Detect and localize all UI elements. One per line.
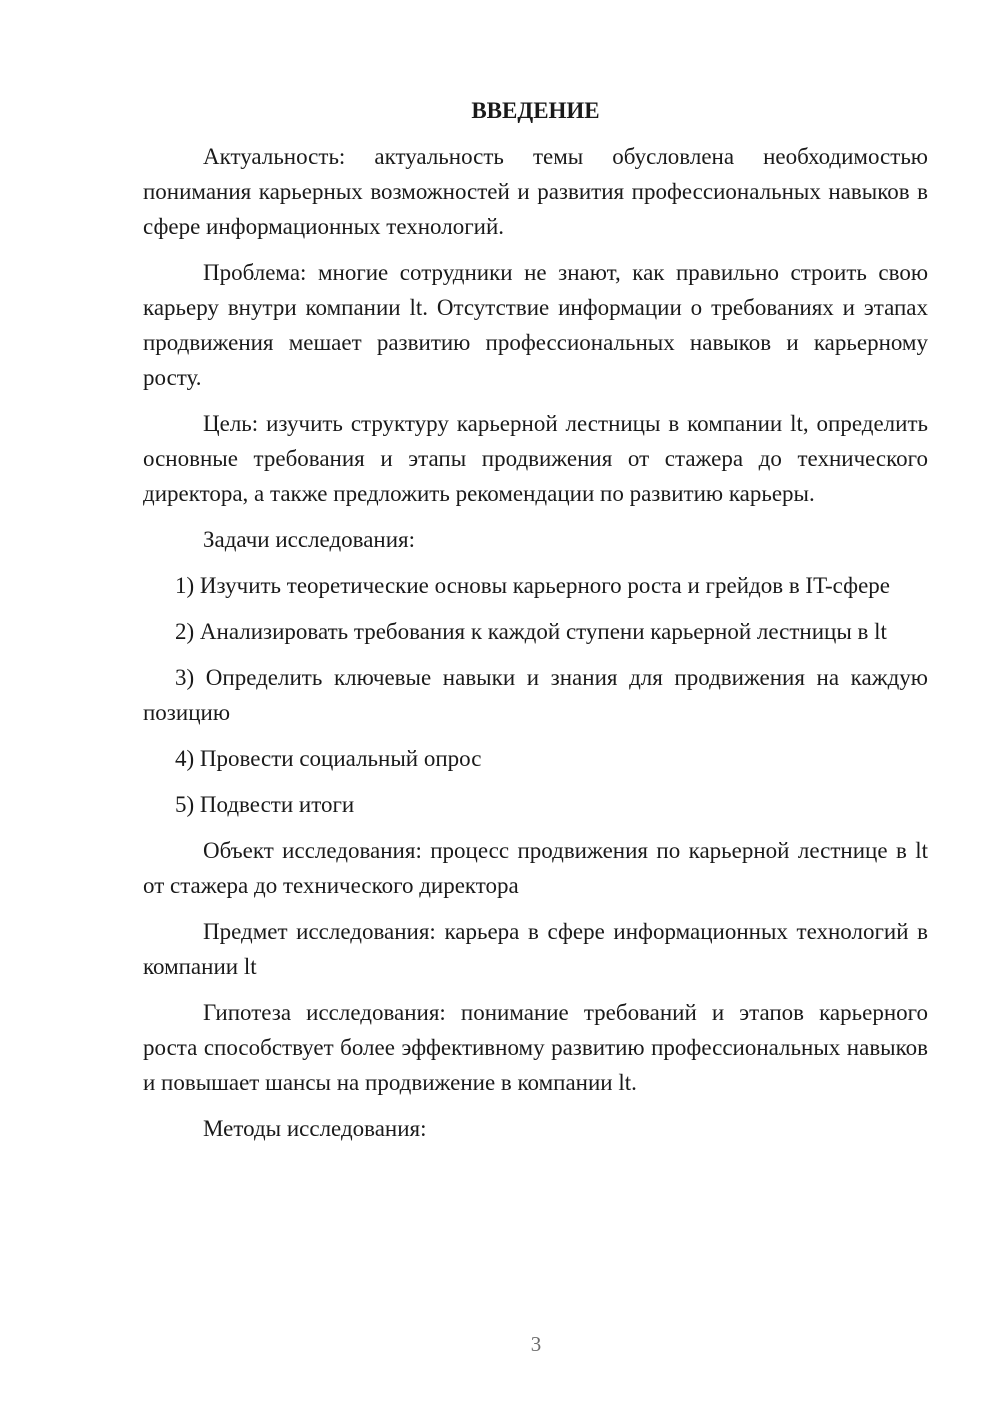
task-item: 1) Изучить теоретические основы карьерного роста и грейдов в IT-сфере — [175, 573, 890, 598]
page-body — [143, 93, 928, 1157]
task-item: 5) Подвести итоги — [175, 792, 355, 817]
paragraph-goal: Цель: изучить структуру карьерной лестницы в компании lt, определить основные требования и этапы продвижения от стажера до технического директора, а также предложить рекомендации по развитию карьеры. — [143, 411, 928, 506]
task-item: 3) Определить ключевые навыки и знания для продвижения на каждую позицию — [143, 665, 928, 725]
paragraph-subject: Предмет исследования: карьера в сфере информационных технологий в компании lt — [143, 919, 928, 979]
paragraph-problem: Проблема: многие сотрудники не знают, как правильно строить свою карьеру внутри компании lt. Отсутствие информации о требованиях и этапах продвижения мешает развитию профессиональных навыков и карьерному росту. — [143, 260, 928, 390]
paragraph-hypothesis: Гипотеза исследования: понимание требований и этапов карьерного роста способствует более эффективному развитию профессиональных навыков и повышает шансы на продвижение в компании lt. — [143, 1000, 928, 1095]
task-item: 2) Анализировать требования к каждой ступени карьерной лестницы в lt — [175, 619, 887, 644]
tasks-heading: Задачи исследования: — [203, 527, 416, 552]
paragraph-object: Объект исследования: процесс продвижения по карьерной лестнице в lt от стажера до технического директора — [143, 838, 928, 898]
paragraph-relevance: Актуальность: актуальность темы обусловлена необходимостью понимания карьерных возможностей и развития профессиональных навыков в сфере информационных технологий. — [143, 144, 928, 239]
methods-heading: Методы исследования: — [203, 1116, 427, 1141]
page-number: 3 — [530, 1332, 542, 1356]
task-item: 4) Провести социальный опрос — [175, 746, 482, 771]
section-title: ВВЕДЕНИЕ — [471, 98, 600, 123]
